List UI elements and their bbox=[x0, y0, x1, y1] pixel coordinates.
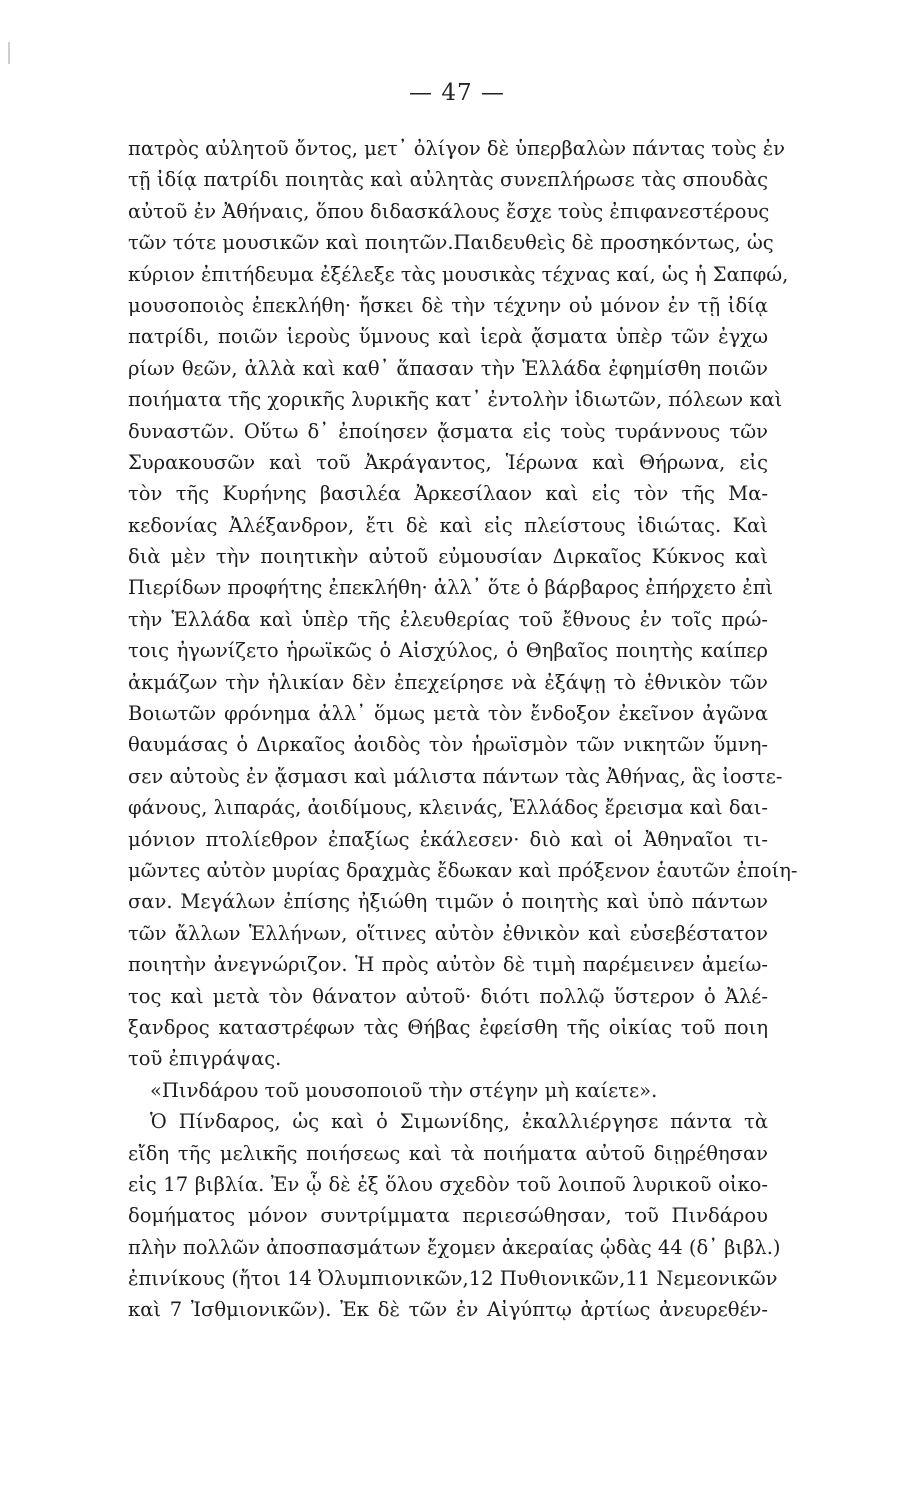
text-line: τὴν Ἑλλάδα καὶ ὑπὲρ τῆς ἐλευθερίας τοῦ ἔθνους ἐν τοῖς πρώ- bbox=[128, 607, 768, 631]
paragraph-start-line: Ὁ Πίνδαρος, ὡς καὶ ὁ Σιμωνίδης, ἐκαλλιέργησε πάντα τὰ bbox=[150, 1110, 768, 1134]
text-line: καὶ 7 Ἰσθμιονικῶν). Ἐκ δὲ τῶν ἐν Αἰγύπτῳ ἀρτίως ἀνευρεθέν- bbox=[128, 1298, 768, 1322]
text-line: εἴδη τῆς μελικῆς ποιήσεως καὶ τὰ ποιήματα αὐτοῦ διῃρέθησαν bbox=[128, 1141, 768, 1165]
text-line: φάνους, λιπαράς, ἀοιδίμους, κλεινάς, Ἑλλάδος ἔρεισμα καὶ δαι- bbox=[128, 796, 768, 820]
text-line: ξανδρος καταστρέφων τὰς Θήβας ἐφείσθη τῆς οἰκίας τοῦ ποιη bbox=[128, 1015, 768, 1039]
text-line: πατρὸς αὐλητοῦ ὄντος, μετ᾽ ὀλίγον δὲ ὑπερβαλὼν πάντας τοὺς ἐν bbox=[128, 137, 786, 160]
text-line: τῶν τότε μουσικῶν καὶ ποιητῶν.Παιδευθεὶς δὲ προσηκόντως, ὡς bbox=[128, 231, 774, 255]
text-line: δομήματος μόνον συντρίμματα περιεσώθησαν, τοῦ Πινδάρου bbox=[128, 1204, 768, 1228]
text-line: τος καὶ μετὰ τὸν θάνατον αὐτοῦ· διότι πολλῷ ὕστερον ὁ Ἀλέ- bbox=[128, 984, 768, 1008]
text-line: ἐπινίκους (ἤτοι 14 Ὀλυμπιονικῶν,12 Πυθιονικῶν,11 Νεμεονικῶν bbox=[128, 1267, 778, 1291]
text-line: μουσοποιὸς ἐπεκλήθη· ἤσκει δὲ τὴν τέχνην οὐ μόνον ἐν τῇ ἰδίᾳ bbox=[128, 293, 768, 317]
text-line: διὰ μὲν τὴν ποιητικὴν αὐτοῦ εὐμουσίαν Διρκαῖος Κύκνος καὶ bbox=[128, 545, 768, 569]
text-line: κύριον ἐπιτήδευμα ἐξέλεξε τὰς μουσικὰς τέχνας καί, ὡς ἡ Σαπφώ, bbox=[128, 262, 789, 286]
page-number: — 47 — bbox=[409, 80, 505, 106]
text-line: μῶντες αὐτὸν μυρίας δραχμὰς ἔδωκαν καὶ πρόξενον ἑαυτῶν ἐποίη- bbox=[128, 858, 798, 882]
text-line: μόνιον πτολίεθρον ἐπαξίως ἐκάλεσεν· διὸ καὶ οἱ Ἀθηναῖοι τι- bbox=[128, 827, 768, 851]
text-line: Βοιωτῶν φρόνημα ἀλλ᾽ ὅμως μετὰ τὸν ἔνδοξον ἐκεῖνον ἀγῶνα bbox=[128, 702, 768, 726]
quoted-inscription: «Πινδάρου τοῦ μουσοποιοῦ τὴν στέγην μὴ καίετε». bbox=[150, 1078, 658, 1102]
text-line: ποιήματα τῆς χορικῆς λυρικῆς κατ᾽ ἐντολὴν ἰδιωτῶν, πόλεων καὶ bbox=[128, 388, 783, 412]
text-line: αὐτοῦ ἐν Ἀθήναις, ὅπου διδασκάλους ἔσχε τοὺς ἐπιφανεστέρους bbox=[128, 199, 770, 223]
text-line: πατρίδι, ποιῶν ἱεροὺς ὕμνους καὶ ἱερὰ ᾄσματα ὑπὲρ τῶν ἐγχω bbox=[128, 325, 768, 349]
scan-edge-mark bbox=[8, 42, 10, 64]
text-line: θαυμάσας ὁ Διρκαῖος ἀοιδὸς τὸν ἡρωϊσμὸν τῶν νικητῶν ὕμνη- bbox=[128, 733, 768, 757]
text-line: τοις ἠγωνίζετο ἡρωϊκῶς ὁ Αἰσχύλος, ὁ Θηβαῖος ποιητὴς καίπερ bbox=[128, 639, 768, 663]
text-line: ἀκμάζων τὴν ἡλικίαν δὲν ἐπεχείρησε νὰ ἐξάψῃ τὸ ἐθνικὸν τῶν bbox=[128, 670, 768, 694]
text-line: εἰς 17 βιβλία. Ἐν ᾧ δὲ ἐξ ὅλου σχεδὸν τοῦ λοιποῦ λυρικοῦ οἰκο- bbox=[128, 1172, 768, 1196]
text-line: ρίων θεῶν, ἀλλὰ καὶ καθ᾽ ἅπασαν τὴν Ἑλλάδα ἐφημίσθη ποιῶν bbox=[128, 356, 768, 380]
text-line: πλὴν πολλῶν ἀποσπασμάτων ἔχομεν ἀκεραίας ᾠδὰς 44 (δ᾽ βιβλ.) bbox=[128, 1235, 781, 1259]
text-line: Πιερίδων προφήτης ἐπεκλήθη· ἀλλ᾽ ὅτε ὁ βάρβαρος ἐπήρχετο ἐπὶ bbox=[128, 576, 774, 600]
text-line: δυναστῶν. Οὕτω δ᾽ ἐποίησεν ᾄσματα εἰς τοὺς τυράννους τῶν bbox=[128, 419, 768, 443]
text-line: σεν αὐτοὺς ἐν ᾄσμασι καὶ μάλιστα πάντων τὰς Ἀθήνας, ἃς ἰοστε- bbox=[128, 764, 783, 788]
body-text bbox=[128, 133, 798, 1326]
text-line: τὸν τῆς Κυρήνης βασιλέα Ἀρκεσίλαον καὶ εἰς τὸν τῆς Μα- bbox=[128, 482, 768, 506]
text-line: κεδονίας Ἀλέξανδρον, ἔτι δὲ καὶ εἰς πλείστους ἰδιώτας. Καὶ bbox=[128, 513, 768, 537]
text-line: ποιητὴν ἀνεγνώριζον. Ἡ πρὸς αὐτὸν δὲ τιμὴ παρέμεινεν ἀμείω- bbox=[128, 953, 768, 977]
text-line: τοῦ ἐπιγράψας. bbox=[128, 1047, 282, 1071]
text-line: σαν. Μεγάλων ἐπίσης ἠξιώθη τιμῶν ὁ ποιητὴς καὶ ὑπὸ πάντων bbox=[128, 890, 768, 914]
text-line: τῶν ἄλλων Ἑλλήνων, οἵτινες αὐτὸν ἐθνικὸν καὶ εὐσεβέστατον bbox=[128, 921, 768, 945]
text-line: τῇ ἰδίᾳ πατρίδι ποιητὰς καὶ αὐλητὰς συνεπλήρωσε τὰς σπουδὰς bbox=[128, 168, 768, 192]
text-line: Συρακουσῶν καὶ τοῦ Ἀκράγαντος, Ἱέρωνα καὶ Θήρωνα, εἰς bbox=[128, 450, 768, 474]
